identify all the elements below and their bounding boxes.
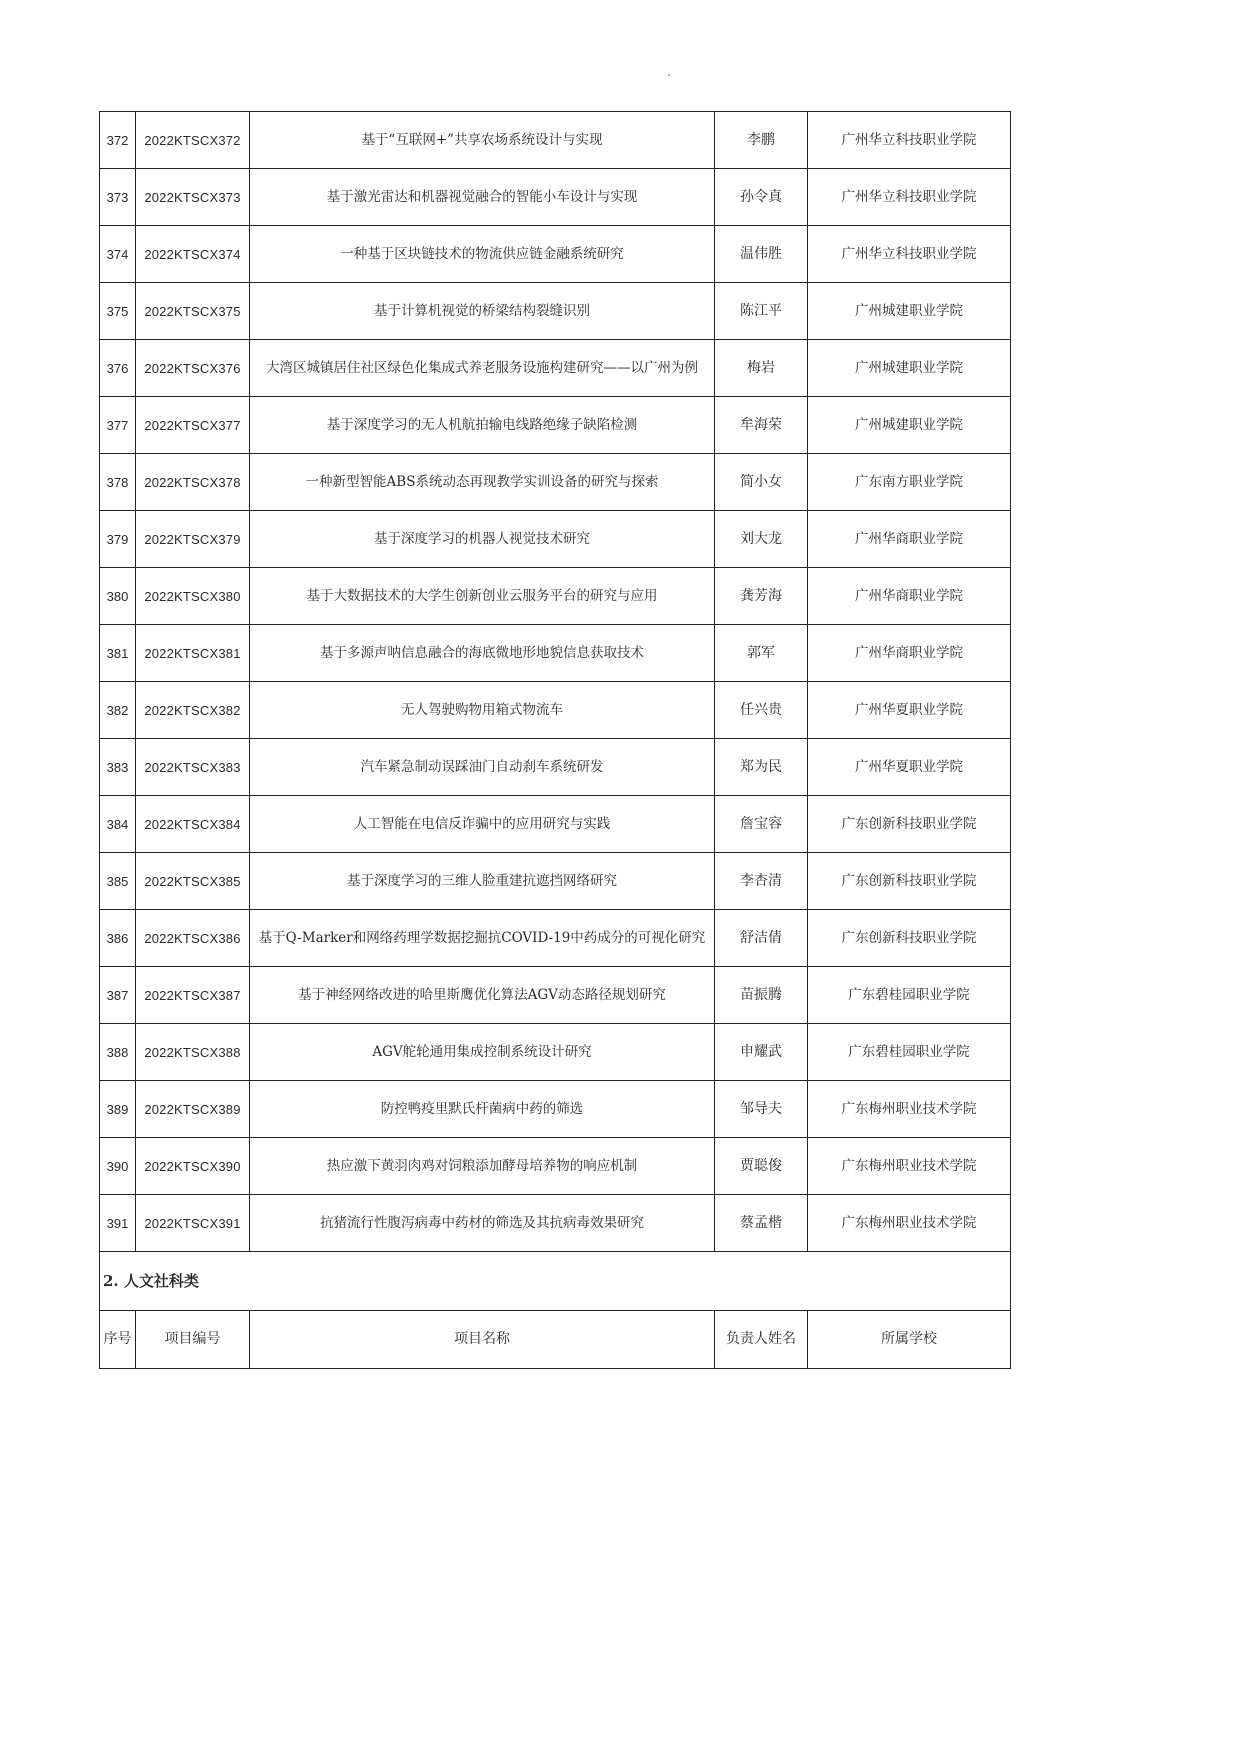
cell-leader-name: 温伟胜: [715, 226, 808, 283]
cell-leader-name: 梅岩: [715, 340, 808, 397]
cell-school: 广州城建职业学院: [808, 283, 1011, 340]
header-title: 项目名称: [250, 1311, 715, 1369]
cell-project-title: 汽车紧急制动误踩油门自动刹车系统研发: [250, 739, 715, 796]
cell-project-code: 2022KTSCX386: [136, 910, 250, 967]
header-leader: 负责人姓名: [715, 1311, 808, 1369]
cell-school: 广州华立科技职业学院: [808, 169, 1011, 226]
scan-speck: [668, 74, 670, 76]
header-row: [100, 1311, 1011, 1369]
table-row: [100, 625, 1011, 682]
table-row: [100, 739, 1011, 796]
cell-index: 380: [100, 568, 136, 625]
cell-project-code: 2022KTSCX377: [136, 397, 250, 454]
cell-index: 372: [100, 112, 136, 169]
cell-project-title: 基于深度学习的无人机航拍输电线路绝缘子缺陷检测: [250, 397, 715, 454]
cell-index: 384: [100, 796, 136, 853]
cell-project-title: 无人驾驶购物用箱式物流车: [250, 682, 715, 739]
cell-project-code: 2022KTSCX388: [136, 1024, 250, 1081]
cell-leader-name: 邹导夫: [715, 1081, 808, 1138]
cell-index: 386: [100, 910, 136, 967]
cell-project-code: 2022KTSCX373: [136, 169, 250, 226]
cell-school: 广州华夏职业学院: [808, 682, 1011, 739]
cell-leader-name: 刘大龙: [715, 511, 808, 568]
cell-index: 382: [100, 682, 136, 739]
section-title: 2. 人文社科类: [100, 1252, 1011, 1311]
cell-project-code: 2022KTSCX380: [136, 568, 250, 625]
cell-project-code: 2022KTSCX374: [136, 226, 250, 283]
cell-school: 广州华商职业学院: [808, 625, 1011, 682]
header-school: 所属学校: [808, 1311, 1011, 1369]
cell-index: 381: [100, 625, 136, 682]
cell-project-code: 2022KTSCX389: [136, 1081, 250, 1138]
cell-index: 388: [100, 1024, 136, 1081]
table-row: [100, 112, 1011, 169]
cell-project-title: 热应激下黄羽肉鸡对饲粮添加酵母培养物的响应机制: [250, 1138, 715, 1195]
cell-leader-name: 苗振腾: [715, 967, 808, 1024]
table-row: [100, 283, 1011, 340]
cell-project-code: 2022KTSCX376: [136, 340, 250, 397]
cell-leader-name: 李杏清: [715, 853, 808, 910]
table-row: [100, 1195, 1011, 1252]
cell-index: 391: [100, 1195, 136, 1252]
cell-project-code: 2022KTSCX383: [136, 739, 250, 796]
cell-leader-name: 郭军: [715, 625, 808, 682]
cell-project-code: 2022KTSCX372: [136, 112, 250, 169]
cell-leader-name: 任兴贵: [715, 682, 808, 739]
cell-project-title: 一种基于区块链技术的物流供应链金融系统研究: [250, 226, 715, 283]
cell-project-code: 2022KTSCX375: [136, 283, 250, 340]
cell-school: 广州华立科技职业学院: [808, 112, 1011, 169]
cell-school: 广州城建职业学院: [808, 397, 1011, 454]
cell-project-code: 2022KTSCX390: [136, 1138, 250, 1195]
cell-project-code: 2022KTSCX381: [136, 625, 250, 682]
cell-leader-name: 牟海荣: [715, 397, 808, 454]
cell-index: 377: [100, 397, 136, 454]
table-row: [100, 397, 1011, 454]
cell-index: 387: [100, 967, 136, 1024]
header-code: 项目编号: [136, 1311, 250, 1369]
table-row: [100, 568, 1011, 625]
cell-leader-name: 孙令真: [715, 169, 808, 226]
cell-index: 390: [100, 1138, 136, 1195]
cell-school: 广州华商职业学院: [808, 568, 1011, 625]
cell-index: 379: [100, 511, 136, 568]
table-row: [100, 454, 1011, 511]
cell-school: 广东梅州职业技术学院: [808, 1138, 1011, 1195]
table-row: [100, 682, 1011, 739]
cell-project-title: 基于大数据技术的大学生创新创业云服务平台的研究与应用: [250, 568, 715, 625]
cell-project-title: 基于“互联网+”共享农场系统设计与实现: [250, 112, 715, 169]
cell-index: 378: [100, 454, 136, 511]
table-row: [100, 511, 1011, 568]
cell-index: 374: [100, 226, 136, 283]
table-row: [100, 340, 1011, 397]
cell-leader-name: 陈江平: [715, 283, 808, 340]
cell-project-title: 基于神经网络改进的哈里斯鹰优化算法AGV动态路径规划研究: [250, 967, 715, 1024]
table-row: [100, 1081, 1011, 1138]
cell-project-title: 基于计算机视觉的桥梁结构裂缝识别: [250, 283, 715, 340]
table-row: [100, 169, 1011, 226]
cell-index: 383: [100, 739, 136, 796]
cell-project-code: 2022KTSCX378: [136, 454, 250, 511]
cell-school: 广东碧桂园职业学院: [808, 967, 1011, 1024]
project-table: [99, 111, 1011, 1369]
cell-school: 广东创新科技职业学院: [808, 910, 1011, 967]
cell-leader-name: 龚芳海: [715, 568, 808, 625]
cell-project-title: 基于深度学习的三维人脸重建抗遮挡网络研究: [250, 853, 715, 910]
cell-project-title: 一种新型智能ABS系统动态再现教学实训设备的研究与探索: [250, 454, 715, 511]
cell-school: 广东创新科技职业学院: [808, 796, 1011, 853]
table-row: [100, 1024, 1011, 1081]
cell-index: 389: [100, 1081, 136, 1138]
cell-school: 广东南方职业学院: [808, 454, 1011, 511]
cell-project-code: 2022KTSCX391: [136, 1195, 250, 1252]
cell-project-title: 防控鸭疫里默氏杆菌病中药的筛选: [250, 1081, 715, 1138]
table-row: [100, 226, 1011, 283]
cell-school: 广州华商职业学院: [808, 511, 1011, 568]
table-row: [100, 1138, 1011, 1195]
cell-school: 广东创新科技职业学院: [808, 853, 1011, 910]
cell-leader-name: 舒洁倩: [715, 910, 808, 967]
cell-project-title: 基于深度学习的机器人视觉技术研究: [250, 511, 715, 568]
cell-project-code: 2022KTSCX385: [136, 853, 250, 910]
cell-project-title: 大湾区城镇居住社区绿色化集成式养老服务设施构建研究——以广州为例: [250, 340, 715, 397]
cell-school: 广东梅州职业技术学院: [808, 1081, 1011, 1138]
cell-index: 385: [100, 853, 136, 910]
cell-school: 广东梅州职业技术学院: [808, 1195, 1011, 1252]
cell-project-title: 人工智能在电信反诈骗中的应用研究与实践: [250, 796, 715, 853]
cell-index: 376: [100, 340, 136, 397]
cell-leader-name: 申耀武: [715, 1024, 808, 1081]
cell-school: 广东碧桂园职业学院: [808, 1024, 1011, 1081]
table-body: [100, 112, 1011, 1252]
cell-project-code: 2022KTSCX387: [136, 967, 250, 1024]
cell-project-title: AGV舵轮通用集成控制系统设计研究: [250, 1024, 715, 1081]
table-row: [100, 796, 1011, 853]
header-idx: 序号: [100, 1311, 136, 1369]
table-row: [100, 967, 1011, 1024]
table-row: [100, 853, 1011, 910]
cell-project-title: 基于激光雷达和机器视觉融合的智能小车设计与实现: [250, 169, 715, 226]
cell-project-title: 基于Q-Marker和网络药理学数据挖掘抗COVID-19中药成分的可视化研究: [250, 910, 715, 967]
cell-school: 广州华夏职业学院: [808, 739, 1011, 796]
table-row: [100, 910, 1011, 967]
cell-leader-name: 郑为民: [715, 739, 808, 796]
cell-project-title: 基于多源声呐信息融合的海底微地形地貌信息获取技术: [250, 625, 715, 682]
cell-index: 375: [100, 283, 136, 340]
cell-leader-name: 贾聪俊: [715, 1138, 808, 1195]
cell-leader-name: 简小女: [715, 454, 808, 511]
cell-project-code: 2022KTSCX379: [136, 511, 250, 568]
cell-project-code: 2022KTSCX384: [136, 796, 250, 853]
cell-leader-name: 詹宝容: [715, 796, 808, 853]
section-row: [100, 1252, 1011, 1311]
cell-leader-name: 李鹏: [715, 112, 808, 169]
cell-index: 373: [100, 169, 136, 226]
cell-project-title: 抗猪流行性腹泻病毒中药材的筛选及其抗病毒效果研究: [250, 1195, 715, 1252]
cell-school: 广州华立科技职业学院: [808, 226, 1011, 283]
cell-school: 广州城建职业学院: [808, 340, 1011, 397]
cell-leader-name: 蔡孟楷: [715, 1195, 808, 1252]
cell-project-code: 2022KTSCX382: [136, 682, 250, 739]
